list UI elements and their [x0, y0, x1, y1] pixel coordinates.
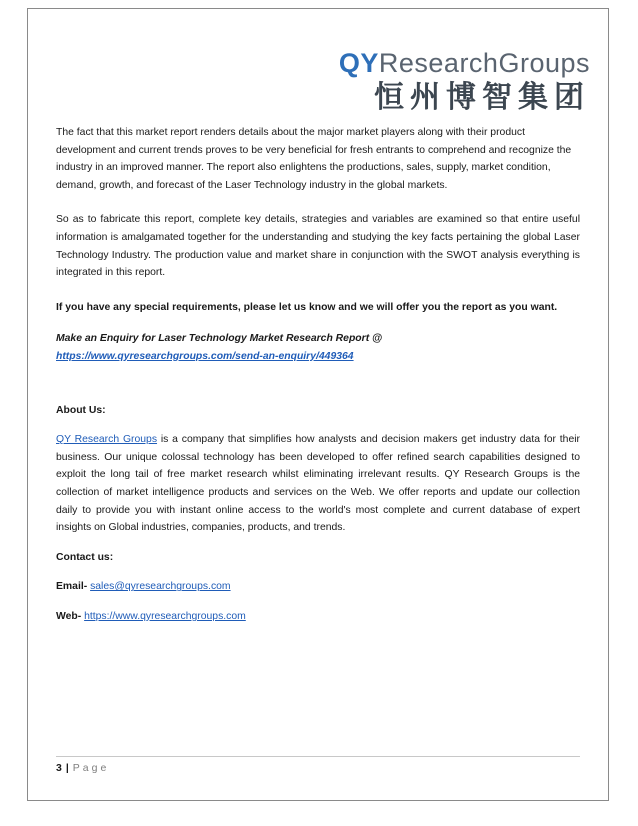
- email-line: [56, 578, 580, 596]
- page-number: 3: [56, 762, 62, 774]
- about-text: is a company that simplifies how analysts and decision makers get industry data for their business. Our unique colossal technology has been developed to offer refined search capabilities designed to exploit the long tail of free market research whilst eliminating irrelevant results. QY Research Groups is the collection of market intelligence products and services on the Web. We offer reports and update our collection daily to provide you with instant online access to the world's most complete and current database of expert insights on Global industries, companies, products, and trends.: [56, 434, 580, 534]
- about-paragraph: [56, 431, 580, 537]
- logo-english: [339, 48, 590, 78]
- paragraph-market-players: The fact that this market report renders details about the major market players along with their product development and current trends proves to be very beneficial for fresh entrants to comprehend and recognize the industry in an improved manner. The report also enlightens the productions, sales, supply, market condition, demand, growth, and forecast of the Laser Technology industry in the global markets.: [56, 127, 572, 191]
- enquiry-line: [56, 330, 580, 365]
- footer-divider: [56, 756, 580, 757]
- page-content: [56, 124, 580, 625]
- logo-chinese: 恒州博智集团: [374, 80, 590, 115]
- footer-separator: |: [65, 762, 69, 774]
- email-link[interactable]: sales@qyresearchgroups.com: [90, 581, 231, 593]
- paragraph-special-requirements: If you have any special requirements, please let us know and we will offer you the report as you want.: [56, 301, 558, 313]
- web-link[interactable]: https://www.qyresearchgroups.com: [84, 610, 246, 622]
- about-company-link[interactable]: QY Research Groups: [56, 434, 158, 446]
- email-label: Email-: [56, 581, 91, 593]
- logo-prefix: QY: [338, 48, 379, 78]
- enquiry-link[interactable]: https://www.qyresearchgroups.com/send-an-enquiry/449364: [56, 350, 354, 362]
- enquiry-text: Make an Enquiry for Laser Technology Market Research Report @: [56, 333, 383, 345]
- paragraph-report-details: So as to fabricate this report, complete key details, strategies and variables are examined so that entire useful information is amalgamated together for the understanding and studying the key facts pertaining the global Laser Technology Industry. The production value and market share in conjunction with the SWOT analysis everything is integrated in this report.: [56, 214, 580, 279]
- page-label: Page: [72, 762, 110, 774]
- about-heading: About Us:: [56, 404, 106, 416]
- web-line: [56, 608, 580, 626]
- logo-name: ResearchGroups: [378, 48, 590, 78]
- web-label: Web-: [56, 610, 85, 622]
- page-footer: [56, 760, 109, 776]
- contact-heading: Contact us:: [56, 551, 114, 563]
- company-logo: [339, 48, 590, 116]
